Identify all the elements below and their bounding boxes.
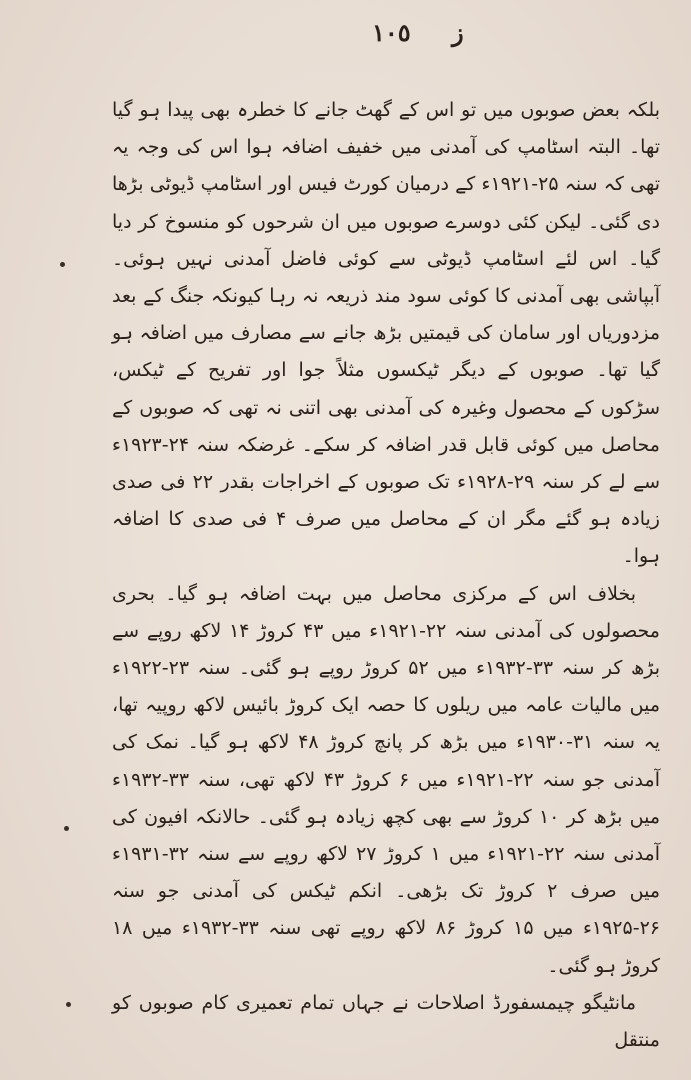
paragraph-3: مانٹیگو چیمسفورڈ اصلاحات نے جہاں تمام تعمیری کام صوبوں کو منتقل	[112, 991, 660, 1052]
paragraph-2: بخلاف اس کے مرکزی محاصل میں بہت اضافہ ہو گیا۔ بحری محصولوں کی آمدنی سنہ ۲۲-۱۹۲۱ء میں ۴۳ کروڑ ۱۴ لاکھ روپے سے بڑھ کر سنہ ۳۳-۱۹۳۲ء میں ۵۲ کروڑ روپے ہو گئی۔ سنہ ۲۳-۱۹۲۲ء میں مالیات عامہ میں ریلوں کا حصہ ایک کروڑ بائیس لاکھ روپیہ تھا، یہ سنہ ۳۱-۱۹۳۰ء میں بڑھ کر پانچ کروڑ ۴۸ لاکھ ہو گیا۔ نمک کی آمدنی جو سنہ ۲۲-۱۹۲۱ء میں ۶ کروڑ ۴۳ لاکھ تھی، سنہ ۳۳-۱۹۳۲ء میں بڑھ کر ۱۰ کروڑ سے بھی کچھ زیادہ ہو گئی۔ حالانکہ افیون کی آمدنی سنہ ۲۲-۱۹۲۱ء میں ۱ کروڑ ۲۷ لاکھ روپے سے سنہ ۳۲-۱۹۳۱ء میں صرف ۲ کروڑ تک بڑھی۔ انکم ٹیکس کی آمدنی جو سنہ ۲۶-۱۹۲۵ء میں ۱۵ کروڑ ۸۶ لاکھ روپے تھی سنہ ۳۳-۱۹۳۲ء میں ۱۸ کروڑ ہو گئی۔	[112, 582, 661, 977]
margin-dot	[60, 262, 65, 267]
page-header	[0, 18, 691, 48]
margin-dot	[64, 826, 69, 831]
page-number: ١٠٥	[372, 18, 411, 47]
page-mark: ز	[452, 18, 464, 47]
margin-dot	[66, 1002, 71, 1007]
paragraph-1: بلکہ بعض صوبوں میں تو اس کے گھٹ جانے کا خطرہ بھی پیدا ہو گیا تھا۔ البتہ اسٹامپ کی آمدنی میں خفیف اضافہ ہوا اس کی وجہ یہ تھی کہ سنہ ۲۵-۱۹۲۱ء کے درمیان کورٹ فیس اور اسٹامپ ڈیوٹی بڑھا دی گئی۔ لیکن کئی دوسرے صوبوں میں ان شرحوں کو منسوخ کر دیا گیا۔ اس لئے اسٹامپ ڈیوٹی سے کوئی فاضل آمدنی نہیں ہوئی۔ آبپاشی بھی آمدنی کا کوئی سود مند ذریعہ نہ رہا کیونکہ جنگ کے بعد مزدوریاں اور سامان کی قیمتیں بڑھ جانے سے مصارف میں اضافہ ہو گیا تھا۔ صوبوں کے دیگر ٹیکسوں مثلاً جوا اور تفریح کے ٹیکس، سڑکوں کے محصول وغیرہ کی آمدنی بھی اتنی نہ تھی کہ صوبوں کے محاصل میں کوئی قابل قدر اضافہ کر سکے۔ غرضکہ سنہ ۲۴-۱۹۲۳ء سے لے کر سنہ ۲۹-۱۹۲۸ء تک صوبوں کے اخراجات بقدر ۲۲ فی صدی زیادہ ہو گئے مگر ان کے محاصل میں صرف ۴ فی صدی کا اضافہ ہوا۔	[112, 99, 660, 568]
body-text	[112, 92, 660, 1059]
